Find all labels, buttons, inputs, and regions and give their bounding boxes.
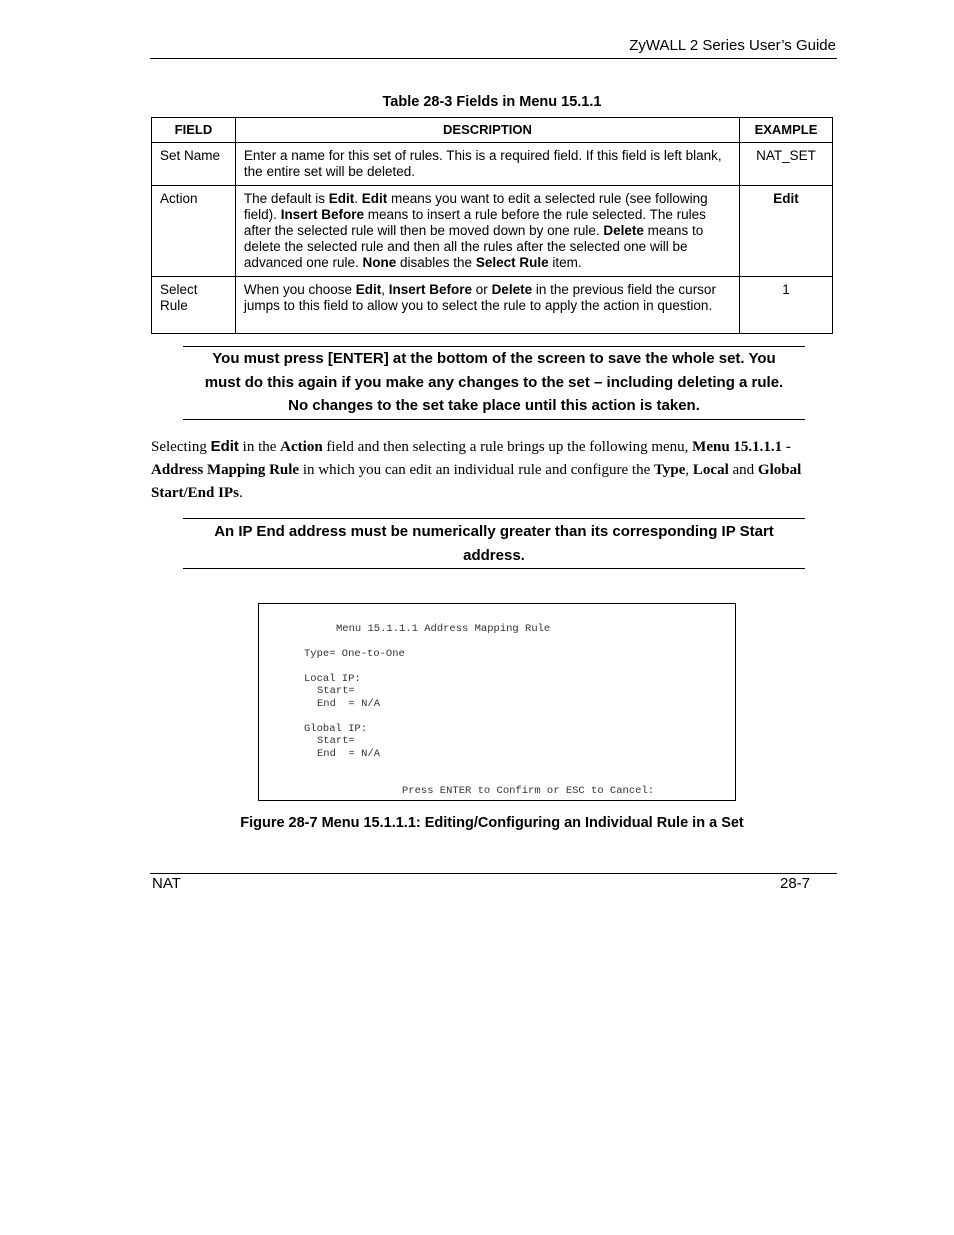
note-line: must do this again if you make any changes to the set – including deleting a rule. xyxy=(204,373,784,391)
field-name: Select Rule xyxy=(152,277,236,334)
figure-caption: Figure 28-7 Menu 15.1.1.1: Editing/Configuring an Individual Rule in a Set xyxy=(240,815,744,831)
screen-prompt: Press ENTER to Confirm or ESC to Cancel: xyxy=(402,785,655,797)
footer-rule xyxy=(150,873,837,874)
field-description: When you choose Edit, Insert Before or Delete in the previous field the cursor jumps to this field to allow you to select the rule to apply the action in question. xyxy=(235,277,739,334)
field-example: Edit xyxy=(740,186,833,277)
note-bottom-rule xyxy=(183,419,805,420)
ip-end-note xyxy=(183,520,805,567)
header-rule xyxy=(150,58,837,59)
column-header-field: FIELD xyxy=(152,118,236,143)
footer-section: NAT xyxy=(152,875,181,892)
field-description: Enter a name for this set of rules. This is a required field. If this field is left blank, the entire set will be deleted. xyxy=(235,143,739,186)
note-top-rule xyxy=(183,518,805,519)
save-set-note xyxy=(183,347,805,418)
note-line: You must press [ENTER] at the bottom of the screen to save the whole set. You xyxy=(212,350,776,367)
screen-global-start: Start= xyxy=(317,735,355,747)
table-row xyxy=(152,186,833,277)
guide-title: ZyWALL 2 Series User’s Guide xyxy=(629,37,836,54)
field-example: 1 xyxy=(740,277,833,334)
field-name: Set Name xyxy=(152,143,236,186)
note-line: An IP End address must be numerically greater than its corresponding IP Start xyxy=(214,523,774,540)
column-header-example: EXAMPLE xyxy=(740,118,833,143)
menu-screen xyxy=(258,603,736,801)
screen-global-end: End = N/A xyxy=(317,748,381,760)
screen-title: Menu 15.1.1.1 Address Mapping Rule xyxy=(336,623,551,635)
note-line: No changes to the set take place until this action is taken. xyxy=(288,397,700,414)
screen-local-label: Local IP: xyxy=(304,673,361,685)
footer-page-number: 28-7 xyxy=(780,875,811,892)
screen-local-end: End = N/A xyxy=(317,698,381,710)
table-caption: Table 28-3 Fields in Menu 15.1.1 xyxy=(382,94,602,110)
field-name: Action xyxy=(152,186,236,277)
table-header-row xyxy=(152,118,833,143)
table-row xyxy=(152,277,833,334)
field-description: The default is Edit. Edit means you want to edit a selected rule (see following field). Insert Before means to insert a rule before the rule selected. The rules after the selected rule will then be moved down by one rule. Delete means to delete the selected rule and then all the rules after the selected one will be advanced one rule. None disables the Select Rule item. xyxy=(235,186,739,277)
fields-table xyxy=(151,117,833,334)
body-paragraph: Selecting Edit in the Action field and then selecting a rule brings up the following menu, Menu 15.1.1.1 - Address Mapping Rule in which you can edit an individual rule and configure the Type, Local and Global Start/End IPs. xyxy=(151,438,802,501)
screen-type-line: Type= One-to-One xyxy=(304,648,405,660)
screen-global-label: Global IP: xyxy=(304,723,368,735)
screen-local-start: Start= xyxy=(317,685,355,697)
table-row xyxy=(152,143,833,186)
note-line: address. xyxy=(463,546,525,564)
note-bottom-rule xyxy=(183,568,805,569)
column-header-description: DESCRIPTION xyxy=(235,118,739,143)
field-example: NAT_SET xyxy=(740,143,833,186)
